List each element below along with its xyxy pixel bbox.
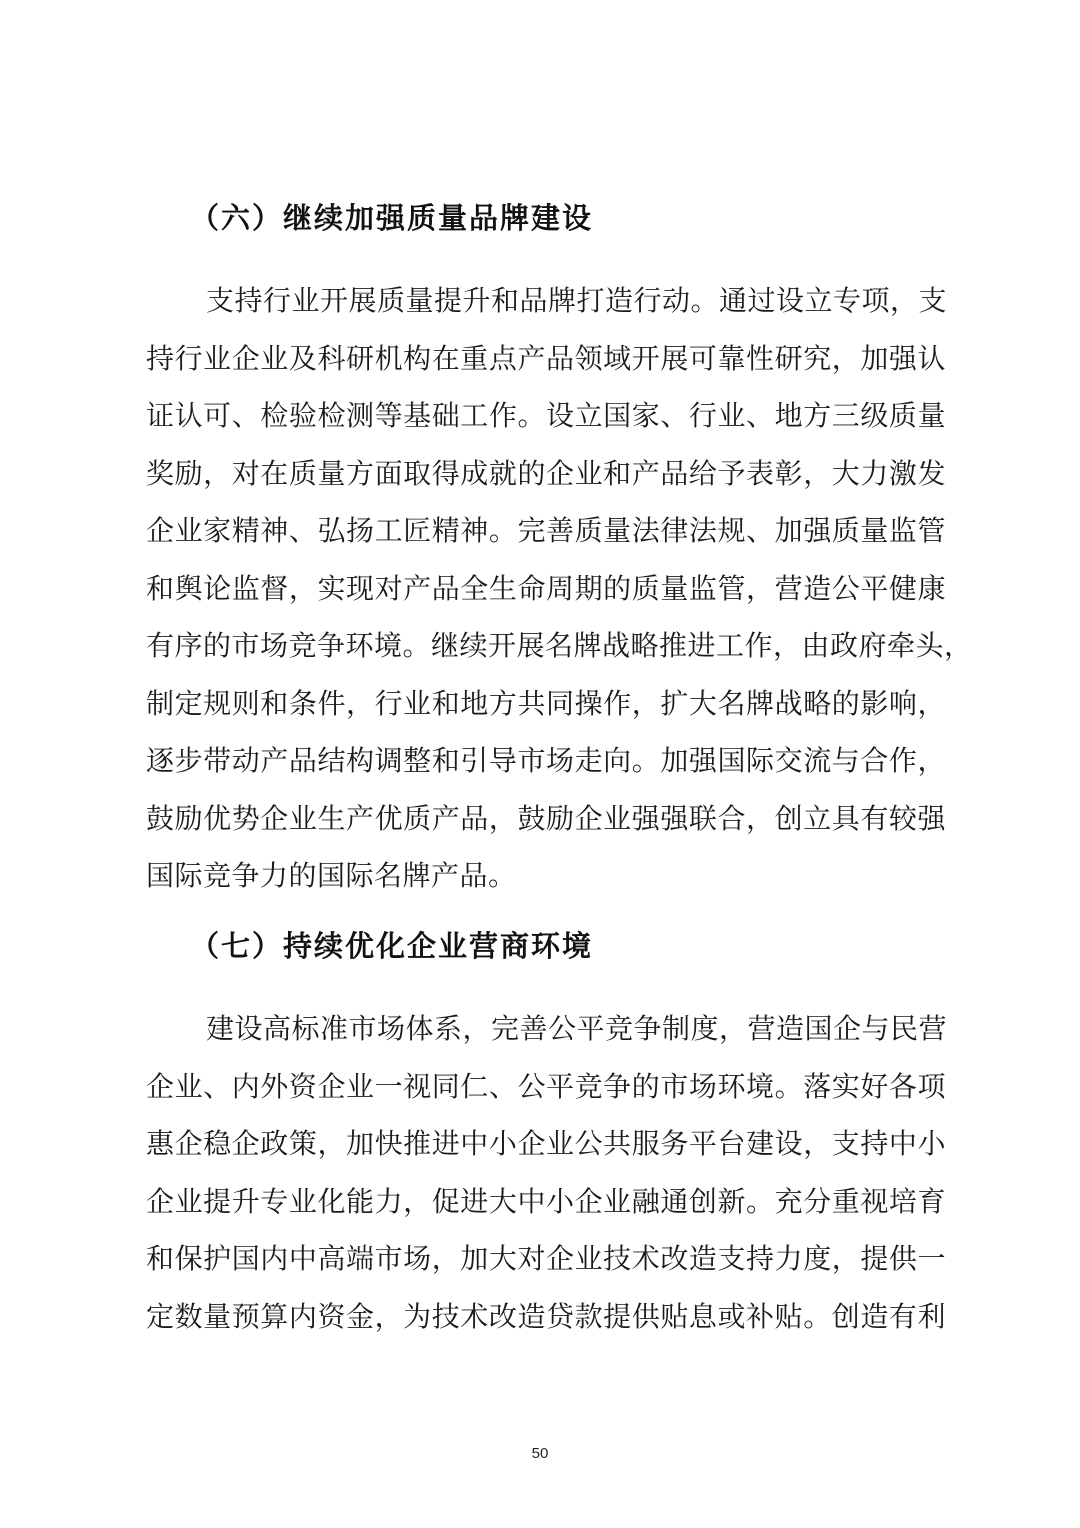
- paragraph-line: 支持行业开展质量提升和品牌打造行动。通过设立专项，支: [206, 284, 948, 317]
- paragraph-line: 企业提升专业化能力，促进大中小企业融通创新。充分重视培育: [146, 1184, 946, 1218]
- paragraph-line: 逐步带动产品结构调整和引导市场走向。加强国际交流与合作，: [146, 744, 946, 777]
- paragraph-line: 惠企稳企政策，加快推进中小企业公共服务平台建设，支持中小: [146, 1127, 946, 1160]
- section-7-heading: （七）持续优化企业营商环境: [190, 929, 594, 963]
- paragraph-line: 奖励，对在质量方面取得成就的企业和产品给予表彰，大力激发: [146, 456, 946, 490]
- paragraph-line: 国际竞争力的国际名牌产品。: [146, 859, 517, 892]
- section-6-heading: （六）继续加强质量品牌建设: [190, 201, 594, 235]
- paragraph-line: 和舆论监督，实现对产品全生命周期的质量监管，营造公平健康: [146, 571, 946, 605]
- page-number: 50: [531, 1445, 549, 1462]
- paragraph-line: 有序的市场竞争环境。继续开展名牌战略推进工作，由政府牵头，: [146, 629, 973, 662]
- paragraph-line: 和保护国内中高端市场，加大对企业技术改造支持力度，提供一: [146, 1242, 946, 1275]
- paragraph-line: 企业家精神、弘扬工匠精神。完善质量法律法规、加强质量监管: [146, 514, 946, 547]
- paragraph-line: 制定规则和条件，行业和地方共同操作，扩大名牌战略的影响，: [146, 686, 946, 720]
- section-6-paragraph: [146, 279, 973, 912]
- paragraph-line: 企业、内外资企业一视同仁、公平竞争的市场环境。落实好各项: [146, 1069, 946, 1103]
- paragraph-line: 鼓励优势企业生产优质产品，鼓励企业强强联合，创立具有较强: [146, 801, 946, 835]
- section-7-paragraph: [146, 1007, 946, 1352]
- paragraph-line: 定数量预算内资金，为技术改造贷款提供贴息或补贴。创造有利: [146, 1299, 946, 1333]
- paragraph-line: 证认可、检验检测等基础工作。设立国家、行业、地方三级质量: [146, 399, 946, 432]
- paragraph-line: 持行业企业及科研机构在重点产品领域开展可靠性研究，加强认: [146, 341, 946, 375]
- paragraph-line: 建设高标准市场体系，完善公平竞争制度，营造国企与民营: [206, 1012, 948, 1045]
